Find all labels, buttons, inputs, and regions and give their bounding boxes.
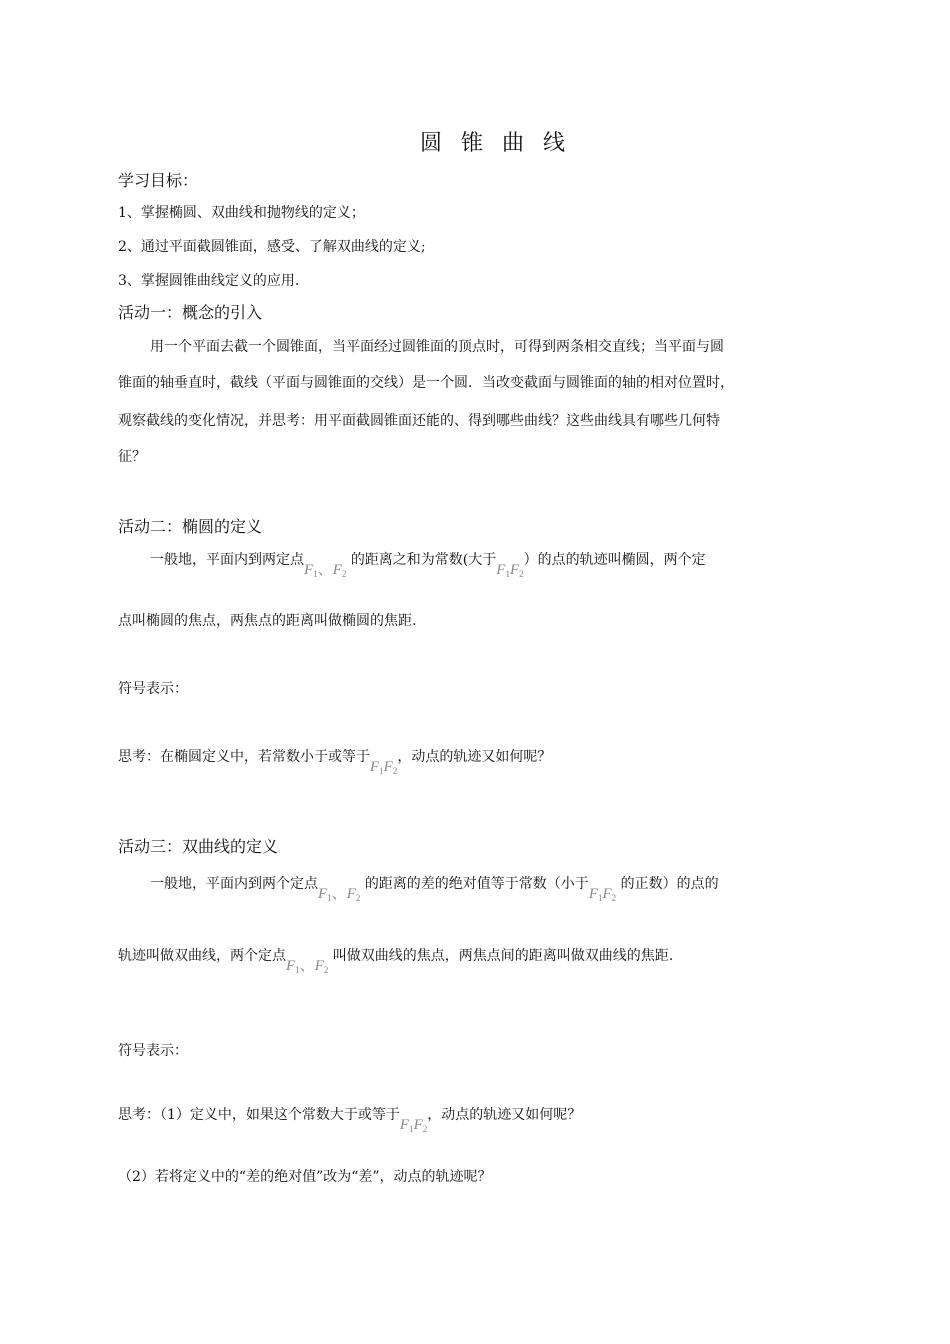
hyperbola-def-part: 的正数）的点的 xyxy=(620,876,719,892)
focal-segment-f1f2: $F_1F_2$ xyxy=(399,1117,428,1134)
activity2-heading: 活动二：椭圆的定义 xyxy=(118,517,263,536)
focus-points-f1-f2: $F_1$、$F_2$ xyxy=(286,958,329,975)
objective-item: 3、掌握圆锥曲线定义的应用. xyxy=(118,273,300,289)
activity1-text-line: 观察截线的变化情况，并思考：用平面截圆锥面还能的、得到哪些曲线？这些曲线具有哪些几何特 xyxy=(118,413,720,429)
objective-item: 2、通过平面截圆锥面，感受、了解双曲线的定义; xyxy=(118,239,426,255)
activity1-text-line: 征？ xyxy=(118,449,146,465)
focal-segment-f1f2: $F_1F_2$ xyxy=(496,562,524,579)
page-title: 圆 锥 曲 线 xyxy=(420,131,571,156)
objective-item: 1、掌握椭圆、双曲线和抛物线的定义； xyxy=(118,205,365,221)
ellipse-definition-line xyxy=(150,548,706,579)
ellipse-think-part: 思考：在椭圆定义中，若常数小于或等于 xyxy=(118,749,370,765)
activity1-text-line: 锥面的轴垂直时，截线（平面与圆锥面的交线）是一个圆．当改变截面与圆锥面的轴的相对位置时， xyxy=(118,375,734,391)
hyperbola-think-part: ，动点的轨迹又如何呢？ xyxy=(427,1107,582,1123)
hyperbola-symbol-label: 符号表示： xyxy=(118,1043,188,1059)
hyperbola-def-part: 叫做双曲线的焦点，两焦点间的距离叫做双曲线的焦距. xyxy=(332,948,674,964)
ellipse-def-part: 的距离之和为常数(大于 xyxy=(350,552,497,568)
ellipse-symbol-label: 符号表示： xyxy=(118,681,188,697)
hyperbola-def-part: 一般地，平面内到两个定点 xyxy=(150,876,318,892)
focus-points-f1-f2: $F_1$、$F_2$ xyxy=(318,886,361,903)
focal-segment-f1f2: $F_1F_2$ xyxy=(370,759,398,776)
ellipse-think-line xyxy=(118,746,552,776)
ellipse-think-part: ，动点的轨迹又如何呢？ xyxy=(397,749,552,765)
hyperbola-think-part: 思考：（1）定义中，如果这个常数大于或等于 xyxy=(118,1107,400,1123)
hyperbola-think-line1 xyxy=(118,1104,582,1134)
activity1-text-line: 用一个平面去截一个圆锥面，当平面经过圆锥面的顶点时，可得到两条相交直线；当平面与圆 xyxy=(150,339,724,355)
hyperbola-definition-line2 xyxy=(118,944,674,975)
activity1-heading: 活动一：概念的引入 xyxy=(118,303,263,322)
focus-points-f1-f2: $F_1$、$F_2$ xyxy=(304,562,347,579)
hyperbola-def-part: 轨迹叫做双曲线，两个定点 xyxy=(118,948,286,964)
hyperbola-def-part: 的距离的差的绝对值等于常数（小于 xyxy=(364,876,589,892)
ellipse-def-part: 一般地，平面内到两定点 xyxy=(150,552,304,568)
objectives-heading: 学习目标： xyxy=(118,171,199,190)
hyperbola-definition-line xyxy=(150,872,719,903)
ellipse-def-part: ）的点的轨迹叫椭圆，两个定 xyxy=(523,552,706,568)
activity3-heading: 活动三：双曲线的定义 xyxy=(118,837,279,856)
hyperbola-think-line2: （2）若将定义中的“差的绝对值”改为“差”，动点的轨迹呢？ xyxy=(118,1169,492,1185)
ellipse-definition-line2: 点叫椭圆的焦点，两焦点的距离叫做椭圆的焦距. xyxy=(118,613,417,629)
focal-segment-f1f2: $F_1F_2$ xyxy=(588,886,617,903)
